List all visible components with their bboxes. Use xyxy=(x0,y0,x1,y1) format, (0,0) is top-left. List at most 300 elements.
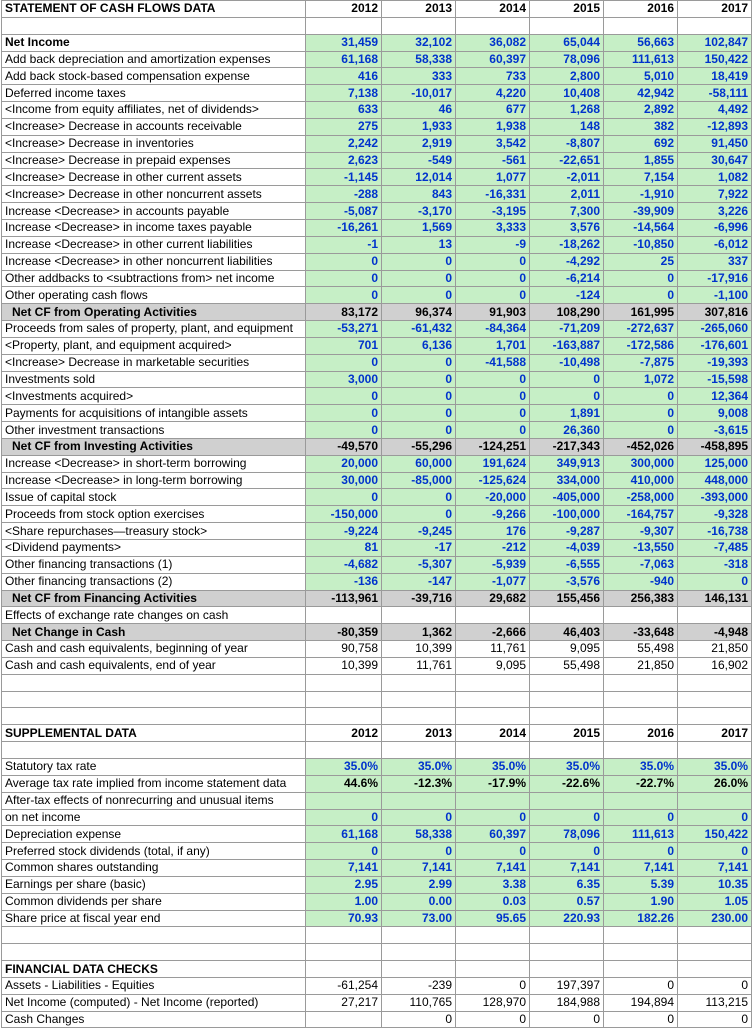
row-label[interactable]: <Increase> Decrease in prepaid expenses xyxy=(2,152,306,169)
value-cell[interactable] xyxy=(456,691,530,708)
value-cell[interactable] xyxy=(530,927,604,944)
value-cell[interactable]: 35.0% xyxy=(530,758,604,775)
value-cell[interactable] xyxy=(530,674,604,691)
value-cell[interactable] xyxy=(530,792,604,809)
value-cell[interactable]: 0 xyxy=(604,1011,678,1028)
value-cell[interactable]: 0 xyxy=(604,977,678,994)
row-label[interactable]: Increase <Decrease> in accounts payable xyxy=(2,203,306,220)
row-label[interactable]: Net Income xyxy=(2,34,306,51)
value-cell[interactable]: 382 xyxy=(604,118,678,135)
value-cell[interactable]: 102,847 xyxy=(678,34,752,51)
value-cell[interactable] xyxy=(678,708,752,725)
value-cell[interactable]: -113,961 xyxy=(306,590,382,607)
value-cell[interactable] xyxy=(604,927,678,944)
value-cell[interactable]: 73.00 xyxy=(382,910,456,927)
value-cell[interactable]: 9,095 xyxy=(456,657,530,674)
value-cell[interactable]: 10.35 xyxy=(678,876,752,893)
value-cell[interactable]: 0 xyxy=(306,489,382,506)
value-cell[interactable]: -17 xyxy=(382,540,456,557)
value-cell[interactable] xyxy=(604,944,678,961)
row-label[interactable] xyxy=(2,944,306,961)
value-cell[interactable]: 333 xyxy=(382,68,456,85)
value-cell[interactable] xyxy=(530,691,604,708)
value-cell[interactable]: 0 xyxy=(678,573,752,590)
row-label[interactable]: Common shares outstanding xyxy=(2,860,306,877)
value-cell[interactable]: -12,893 xyxy=(678,118,752,135)
value-cell[interactable]: 60,000 xyxy=(382,455,456,472)
value-cell[interactable]: -17,916 xyxy=(678,270,752,287)
value-cell[interactable]: 1.90 xyxy=(604,893,678,910)
row-label[interactable]: Cash and cash equivalents, end of year xyxy=(2,657,306,674)
row-label[interactable]: Statutory tax rate xyxy=(2,758,306,775)
value-cell[interactable]: -3,615 xyxy=(678,422,752,439)
value-cell[interactable]: 31,459 xyxy=(306,34,382,51)
value-cell[interactable] xyxy=(306,674,382,691)
value-cell[interactable]: 701 xyxy=(306,337,382,354)
section-title[interactable]: STATEMENT OF CASH FLOWS DATA xyxy=(2,1,306,18)
row-label[interactable]: After-tax effects of nonrecurring and unusual items xyxy=(2,792,306,809)
value-cell[interactable]: -33,648 xyxy=(604,624,678,641)
row-label[interactable]: <Income from equity affiliates, net of dividends> xyxy=(2,102,306,119)
value-cell[interactable]: 1,082 xyxy=(678,169,752,186)
value-cell[interactable]: 42,942 xyxy=(604,85,678,102)
row-label[interactable]: <Dividend payments> xyxy=(2,540,306,557)
value-cell[interactable]: -1 xyxy=(306,236,382,253)
row-label[interactable]: <Increase> Decrease in other noncurrent assets xyxy=(2,186,306,203)
value-cell[interactable]: 1,701 xyxy=(456,337,530,354)
value-cell[interactable]: -8,807 xyxy=(530,135,604,152)
value-cell[interactable]: -288 xyxy=(306,186,382,203)
value-cell[interactable]: -561 xyxy=(456,152,530,169)
value-cell[interactable]: -39,716 xyxy=(382,590,456,607)
row-label[interactable]: Other operating cash flows xyxy=(2,287,306,304)
value-cell[interactable]: 12,014 xyxy=(382,169,456,186)
value-cell[interactable]: 230.00 xyxy=(678,910,752,927)
value-cell[interactable]: -124 xyxy=(530,287,604,304)
value-cell[interactable] xyxy=(382,742,456,759)
value-cell[interactable] xyxy=(456,708,530,725)
value-cell[interactable]: 1.00 xyxy=(306,893,382,910)
row-label[interactable]: Preferred stock dividends (total, if any) xyxy=(2,843,306,860)
year-header-cell[interactable]: 2016 xyxy=(604,725,678,742)
value-cell[interactable] xyxy=(382,927,456,944)
value-cell[interactable]: 337 xyxy=(678,253,752,270)
row-label[interactable] xyxy=(2,708,306,725)
value-cell[interactable]: 16,902 xyxy=(678,657,752,674)
row-label[interactable] xyxy=(2,742,306,759)
year-header-cell[interactable]: 2015 xyxy=(530,725,604,742)
value-cell[interactable]: -136 xyxy=(306,573,382,590)
value-cell[interactable]: 27,217 xyxy=(306,994,382,1011)
value-cell[interactable]: 32,102 xyxy=(382,34,456,51)
value-cell[interactable]: 11,761 xyxy=(456,641,530,658)
value-cell[interactable]: -2,666 xyxy=(456,624,530,641)
value-cell[interactable]: -10,017 xyxy=(382,85,456,102)
value-cell[interactable]: 26.0% xyxy=(678,775,752,792)
value-cell[interactable]: -318 xyxy=(678,556,752,573)
value-cell[interactable]: 182.26 xyxy=(604,910,678,927)
value-cell[interactable]: 4,220 xyxy=(456,85,530,102)
row-label[interactable]: Effects of exchange rate changes on cash xyxy=(2,607,306,624)
row-label[interactable] xyxy=(2,674,306,691)
row-label[interactable]: <Increase> Decrease in accounts receivable xyxy=(2,118,306,135)
value-cell[interactable] xyxy=(604,708,678,725)
value-cell[interactable]: -176,601 xyxy=(678,337,752,354)
year-header-cell[interactable] xyxy=(382,961,456,978)
value-cell[interactable]: 1,362 xyxy=(382,624,456,641)
row-label[interactable]: Net Income (computed) - Net Income (reported) xyxy=(2,994,306,1011)
value-cell[interactable]: -164,757 xyxy=(604,506,678,523)
value-cell[interactable]: -3,576 xyxy=(530,573,604,590)
value-cell[interactable]: 0 xyxy=(678,809,752,826)
row-label[interactable]: Increase <Decrease> in long-term borrowing xyxy=(2,472,306,489)
row-label[interactable]: Increase <Decrease> in income taxes payable xyxy=(2,219,306,236)
value-cell[interactable]: 44.6% xyxy=(306,775,382,792)
value-cell[interactable]: 0 xyxy=(456,371,530,388)
value-cell[interactable] xyxy=(678,944,752,961)
year-header-cell[interactable] xyxy=(530,961,604,978)
value-cell[interactable]: -16,331 xyxy=(456,186,530,203)
value-cell[interactable]: 0 xyxy=(530,809,604,826)
value-cell[interactable]: 30,647 xyxy=(678,152,752,169)
value-cell[interactable]: 0 xyxy=(604,270,678,287)
value-cell[interactable]: 91,903 xyxy=(456,304,530,321)
value-cell[interactable] xyxy=(382,17,456,34)
value-cell[interactable]: 0 xyxy=(604,843,678,860)
value-cell[interactable]: 3,576 xyxy=(530,219,604,236)
value-cell[interactable]: 448,000 xyxy=(678,472,752,489)
value-cell[interactable]: 334,000 xyxy=(530,472,604,489)
value-cell[interactable]: 81 xyxy=(306,540,382,557)
row-label[interactable]: <Increase> Decrease in other current assets xyxy=(2,169,306,186)
value-cell[interactable]: -212 xyxy=(456,540,530,557)
value-cell[interactable]: 0 xyxy=(306,388,382,405)
value-cell[interactable]: 3,226 xyxy=(678,203,752,220)
value-cell[interactable]: 0 xyxy=(382,405,456,422)
value-cell[interactable]: 349,913 xyxy=(530,455,604,472)
value-cell[interactable] xyxy=(382,944,456,961)
value-cell[interactable]: 25 xyxy=(604,253,678,270)
value-cell[interactable]: -7,875 xyxy=(604,354,678,371)
row-label[interactable]: Add back stock-based compensation expense xyxy=(2,68,306,85)
value-cell[interactable]: -19,393 xyxy=(678,354,752,371)
value-cell[interactable]: -1,100 xyxy=(678,287,752,304)
row-label[interactable]: on net income xyxy=(2,809,306,826)
value-cell[interactable] xyxy=(604,674,678,691)
value-cell[interactable]: -217,343 xyxy=(530,438,604,455)
value-cell[interactable]: 0 xyxy=(678,1011,752,1028)
value-cell[interactable]: 0.00 xyxy=(382,893,456,910)
value-cell[interactable]: 0 xyxy=(456,1011,530,1028)
value-cell[interactable]: -61,432 xyxy=(382,321,456,338)
value-cell[interactable]: -80,359 xyxy=(306,624,382,641)
value-cell[interactable]: 256,383 xyxy=(604,590,678,607)
value-cell[interactable]: -1,910 xyxy=(604,186,678,203)
value-cell[interactable]: -265,060 xyxy=(678,321,752,338)
value-cell[interactable]: -6,555 xyxy=(530,556,604,573)
value-cell[interactable]: 110,765 xyxy=(382,994,456,1011)
value-cell[interactable]: 0 xyxy=(604,405,678,422)
value-cell[interactable]: -100,000 xyxy=(530,506,604,523)
row-label[interactable]: Other financing transactions (1) xyxy=(2,556,306,573)
value-cell[interactable]: 1,569 xyxy=(382,219,456,236)
value-cell[interactable]: -5,087 xyxy=(306,203,382,220)
value-cell[interactable] xyxy=(306,742,382,759)
value-cell[interactable]: -16,738 xyxy=(678,523,752,540)
value-cell[interactable] xyxy=(456,17,530,34)
value-cell[interactable]: 0 xyxy=(530,371,604,388)
value-cell[interactable]: 0 xyxy=(456,253,530,270)
value-cell[interactable]: 0 xyxy=(530,1011,604,1028)
row-label[interactable]: Assets - Liabilities - Equities xyxy=(2,977,306,994)
value-cell[interactable]: 111,613 xyxy=(604,51,678,68)
value-cell[interactable]: -9,245 xyxy=(382,523,456,540)
row-label[interactable]: Other investment transactions xyxy=(2,422,306,439)
value-cell[interactable]: 7,141 xyxy=(678,860,752,877)
value-cell[interactable] xyxy=(306,17,382,34)
year-header-cell[interactable]: 2015 xyxy=(530,1,604,18)
value-cell[interactable]: 2,892 xyxy=(604,102,678,119)
value-cell[interactable]: 35.0% xyxy=(456,758,530,775)
value-cell[interactable] xyxy=(604,607,678,624)
value-cell[interactable]: 0 xyxy=(382,388,456,405)
value-cell[interactable]: 150,422 xyxy=(678,51,752,68)
value-cell[interactable]: 9,095 xyxy=(530,641,604,658)
value-cell[interactable]: -12.3% xyxy=(382,775,456,792)
value-cell[interactable]: 9,008 xyxy=(678,405,752,422)
value-cell[interactable]: -9,266 xyxy=(456,506,530,523)
value-cell[interactable]: 111,613 xyxy=(604,826,678,843)
value-cell[interactable]: 0 xyxy=(382,371,456,388)
value-cell[interactable]: 78,096 xyxy=(530,51,604,68)
row-label[interactable]: Net CF from Operating Activities xyxy=(2,304,306,321)
value-cell[interactable]: -4,039 xyxy=(530,540,604,557)
value-cell[interactable]: 307,816 xyxy=(678,304,752,321)
value-cell[interactable]: 18,419 xyxy=(678,68,752,85)
value-cell[interactable]: 108,290 xyxy=(530,304,604,321)
value-cell[interactable]: 35.0% xyxy=(382,758,456,775)
row-label[interactable] xyxy=(2,927,306,944)
value-cell[interactable] xyxy=(678,742,752,759)
value-cell[interactable]: 7,141 xyxy=(530,860,604,877)
row-label[interactable] xyxy=(2,17,306,34)
value-cell[interactable]: -4,682 xyxy=(306,556,382,573)
value-cell[interactable]: -49,570 xyxy=(306,438,382,455)
value-cell[interactable]: -4,948 xyxy=(678,624,752,641)
row-label[interactable]: Add back depreciation and amortization expenses xyxy=(2,51,306,68)
value-cell[interactable]: 78,096 xyxy=(530,826,604,843)
year-header-cell[interactable] xyxy=(456,961,530,978)
row-label[interactable]: Payments for acquisitions of intangible assets xyxy=(2,405,306,422)
value-cell[interactable]: -9,224 xyxy=(306,523,382,540)
value-cell[interactable]: 0 xyxy=(604,422,678,439)
section-title[interactable]: SUPPLEMENTAL DATA xyxy=(2,725,306,742)
value-cell[interactable]: -6,012 xyxy=(678,236,752,253)
value-cell[interactable]: -61,254 xyxy=(306,977,382,994)
value-cell[interactable]: -53,271 xyxy=(306,321,382,338)
value-cell[interactable] xyxy=(456,792,530,809)
row-label[interactable]: Share price at fiscal year end xyxy=(2,910,306,927)
value-cell[interactable] xyxy=(306,607,382,624)
value-cell[interactable] xyxy=(604,742,678,759)
year-header-cell[interactable] xyxy=(604,961,678,978)
value-cell[interactable]: 2.95 xyxy=(306,876,382,893)
value-cell[interactable]: -6,214 xyxy=(530,270,604,287)
value-cell[interactable]: 0 xyxy=(306,287,382,304)
value-cell[interactable]: 0 xyxy=(456,388,530,405)
value-cell[interactable]: 0 xyxy=(382,843,456,860)
value-cell[interactable]: 1,072 xyxy=(604,371,678,388)
value-cell[interactable]: 46,403 xyxy=(530,624,604,641)
value-cell[interactable]: 56,663 xyxy=(604,34,678,51)
value-cell[interactable]: 20,000 xyxy=(306,455,382,472)
year-header-cell[interactable]: 2017 xyxy=(678,725,752,742)
value-cell[interactable]: 6.35 xyxy=(530,876,604,893)
year-header-cell[interactable]: 2014 xyxy=(456,725,530,742)
value-cell[interactable]: -16,261 xyxy=(306,219,382,236)
value-cell[interactable]: 1,933 xyxy=(382,118,456,135)
value-cell[interactable]: 275 xyxy=(306,118,382,135)
value-cell[interactable]: 176 xyxy=(456,523,530,540)
value-cell[interactable]: 0 xyxy=(382,422,456,439)
value-cell[interactable]: -14,564 xyxy=(604,219,678,236)
value-cell[interactable]: 0 xyxy=(604,809,678,826)
value-cell[interactable]: 677 xyxy=(456,102,530,119)
value-cell[interactable]: -147 xyxy=(382,573,456,590)
value-cell[interactable]: 7,138 xyxy=(306,85,382,102)
row-label[interactable]: Other financing transactions (2) xyxy=(2,573,306,590)
value-cell[interactable]: 30,000 xyxy=(306,472,382,489)
value-cell[interactable]: 2,623 xyxy=(306,152,382,169)
value-cell[interactable]: -20,000 xyxy=(456,489,530,506)
value-cell[interactable] xyxy=(306,944,382,961)
value-cell[interactable]: 65,044 xyxy=(530,34,604,51)
row-label[interactable]: <Investments acquired> xyxy=(2,388,306,405)
value-cell[interactable]: 148 xyxy=(530,118,604,135)
row-label[interactable]: Increase <Decrease> in other noncurrent liabilities xyxy=(2,253,306,270)
value-cell[interactable] xyxy=(456,944,530,961)
row-label[interactable]: Earnings per share (basic) xyxy=(2,876,306,893)
value-cell[interactable]: 7,141 xyxy=(604,860,678,877)
row-label[interactable]: Investments sold xyxy=(2,371,306,388)
value-cell[interactable]: 36,082 xyxy=(456,34,530,51)
value-cell[interactable]: 0.03 xyxy=(456,893,530,910)
value-cell[interactable]: -150,000 xyxy=(306,506,382,523)
value-cell[interactable]: 0 xyxy=(382,506,456,523)
value-cell[interactable]: 0 xyxy=(456,843,530,860)
value-cell[interactable]: 58,338 xyxy=(382,826,456,843)
value-cell[interactable]: 155,456 xyxy=(530,590,604,607)
value-cell[interactable]: 633 xyxy=(306,102,382,119)
value-cell[interactable]: -9,307 xyxy=(604,523,678,540)
value-cell[interactable]: 416 xyxy=(306,68,382,85)
value-cell[interactable]: 35.0% xyxy=(678,758,752,775)
value-cell[interactable]: 161,995 xyxy=(604,304,678,321)
value-cell[interactable]: 7,922 xyxy=(678,186,752,203)
value-cell[interactable]: 35.0% xyxy=(604,758,678,775)
value-cell[interactable]: 0 xyxy=(382,287,456,304)
value-cell[interactable]: 0 xyxy=(456,270,530,287)
value-cell[interactable]: 410,000 xyxy=(604,472,678,489)
row-label[interactable]: Common dividends per share xyxy=(2,893,306,910)
value-cell[interactable]: 0 xyxy=(530,388,604,405)
row-label[interactable]: Net Change in Cash xyxy=(2,624,306,641)
value-cell[interactable] xyxy=(530,17,604,34)
year-header-cell[interactable] xyxy=(306,961,382,978)
value-cell[interactable] xyxy=(306,1011,382,1028)
row-label[interactable]: <Share repurchases—treasury stock> xyxy=(2,523,306,540)
value-cell[interactable] xyxy=(456,607,530,624)
value-cell[interactable]: -22,651 xyxy=(530,152,604,169)
row-label[interactable]: <Property, plant, and equipment acquired> xyxy=(2,337,306,354)
year-header-cell[interactable]: 2013 xyxy=(382,725,456,742)
value-cell[interactable]: -2,011 xyxy=(530,169,604,186)
row-label[interactable]: Cash Changes xyxy=(2,1011,306,1028)
value-cell[interactable]: -405,000 xyxy=(530,489,604,506)
value-cell[interactable] xyxy=(306,927,382,944)
value-cell[interactable]: -1,145 xyxy=(306,169,382,186)
row-label[interactable]: Cash and cash equivalents, beginning of year xyxy=(2,641,306,658)
value-cell[interactable]: 0 xyxy=(306,843,382,860)
value-cell[interactable]: 692 xyxy=(604,135,678,152)
value-cell[interactable]: 0 xyxy=(456,422,530,439)
value-cell[interactable] xyxy=(678,792,752,809)
value-cell[interactable]: 2,011 xyxy=(530,186,604,203)
value-cell[interactable] xyxy=(456,742,530,759)
value-cell[interactable]: 5.39 xyxy=(604,876,678,893)
value-cell[interactable]: -272,637 xyxy=(604,321,678,338)
value-cell[interactable] xyxy=(604,792,678,809)
value-cell[interactable] xyxy=(382,691,456,708)
value-cell[interactable]: 21,850 xyxy=(678,641,752,658)
value-cell[interactable]: -55,296 xyxy=(382,438,456,455)
value-cell[interactable]: -239 xyxy=(382,977,456,994)
value-cell[interactable]: 0 xyxy=(382,270,456,287)
value-cell[interactable]: 1,077 xyxy=(456,169,530,186)
value-cell[interactable]: -6,996 xyxy=(678,219,752,236)
value-cell[interactable]: 733 xyxy=(456,68,530,85)
value-cell[interactable]: 96,374 xyxy=(382,304,456,321)
value-cell[interactable]: 0 xyxy=(382,354,456,371)
value-cell[interactable]: -84,364 xyxy=(456,321,530,338)
value-cell[interactable] xyxy=(530,708,604,725)
value-cell[interactable]: -18,262 xyxy=(530,236,604,253)
value-cell[interactable] xyxy=(530,742,604,759)
value-cell[interactable]: 0 xyxy=(530,843,604,860)
value-cell[interactable]: 60,397 xyxy=(456,826,530,843)
row-label[interactable]: Increase <Decrease> in short-term borrowing xyxy=(2,455,306,472)
value-cell[interactable]: 60,397 xyxy=(456,51,530,68)
value-cell[interactable]: -85,000 xyxy=(382,472,456,489)
value-cell[interactable]: 300,000 xyxy=(604,455,678,472)
value-cell[interactable]: -10,498 xyxy=(530,354,604,371)
value-cell[interactable]: 0 xyxy=(382,489,456,506)
row-label[interactable]: <Increase> Decrease in marketable securities xyxy=(2,354,306,371)
value-cell[interactable]: 70.93 xyxy=(306,910,382,927)
value-cell[interactable]: 7,141 xyxy=(456,860,530,877)
row-label[interactable]: <Increase> Decrease in inventories xyxy=(2,135,306,152)
value-cell[interactable]: 26,360 xyxy=(530,422,604,439)
value-cell[interactable]: -15,598 xyxy=(678,371,752,388)
value-cell[interactable]: 55,498 xyxy=(530,657,604,674)
value-cell[interactable]: -258,000 xyxy=(604,489,678,506)
value-cell[interactable]: 2,919 xyxy=(382,135,456,152)
row-label[interactable]: Deferred income taxes xyxy=(2,85,306,102)
value-cell[interactable]: 3,542 xyxy=(456,135,530,152)
value-cell[interactable]: 0 xyxy=(382,1011,456,1028)
value-cell[interactable]: -22.6% xyxy=(530,775,604,792)
value-cell[interactable] xyxy=(306,708,382,725)
